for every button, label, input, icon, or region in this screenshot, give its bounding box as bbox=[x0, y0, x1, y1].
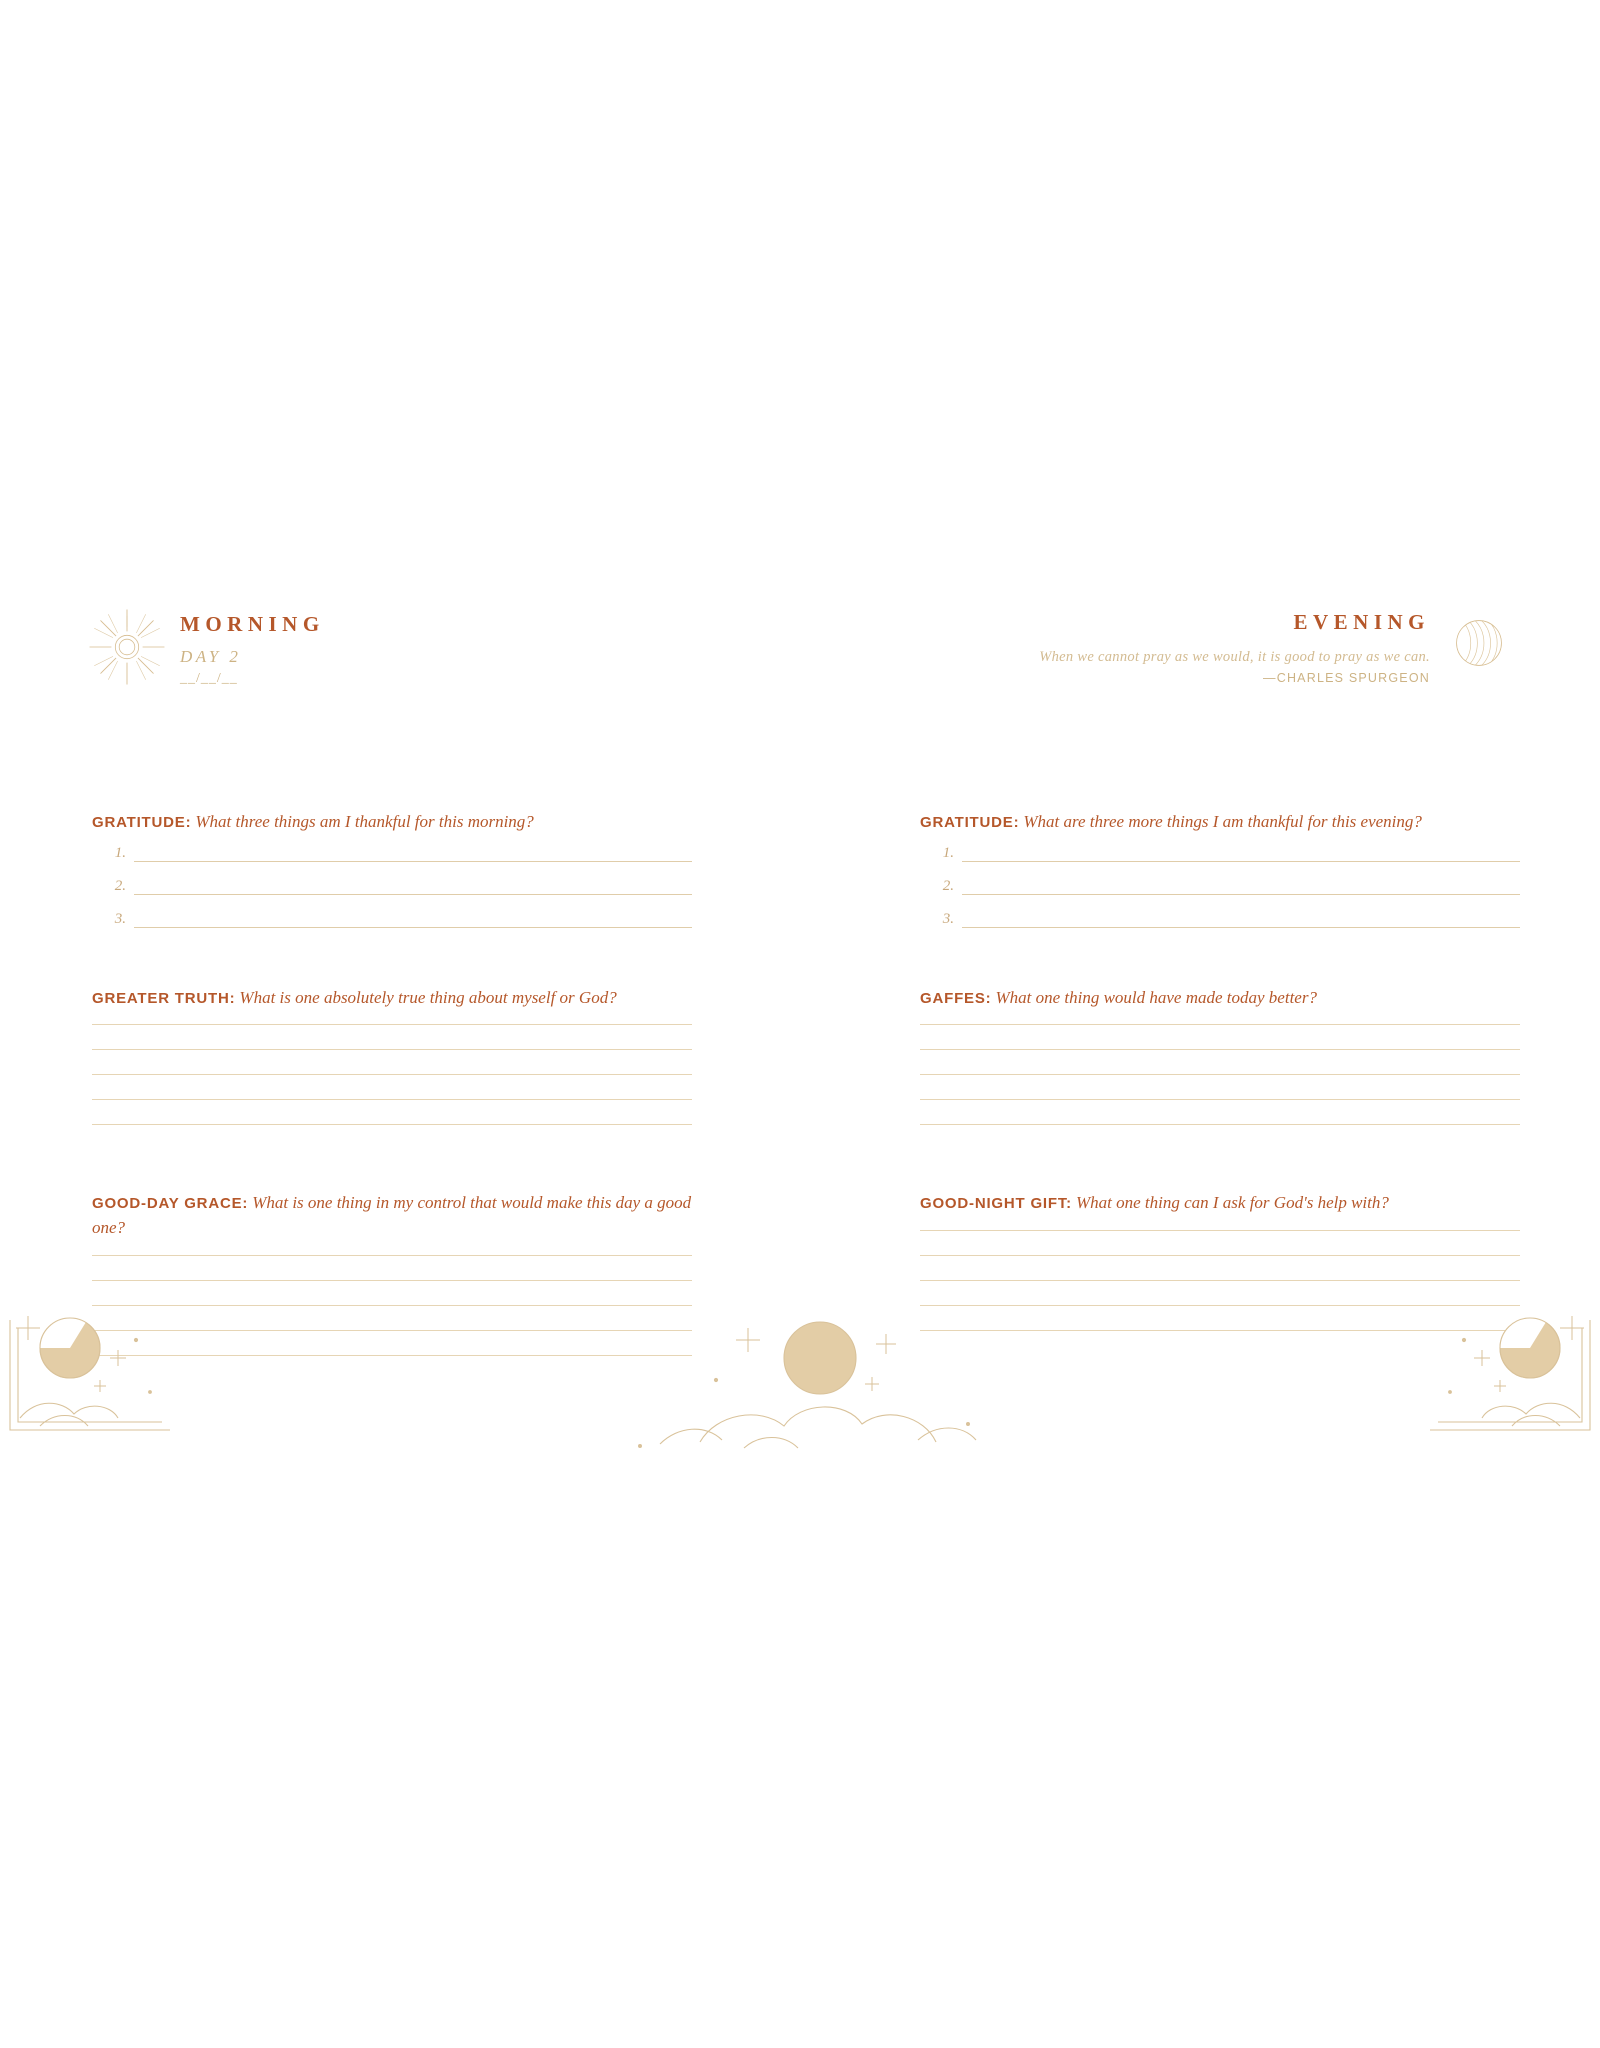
good-night-gift-block bbox=[920, 1191, 1520, 1331]
evening-gratitude-lead: GRATITUDE: bbox=[920, 814, 1020, 831]
morning-header-text bbox=[180, 600, 325, 687]
gaffes-block bbox=[920, 986, 1520, 1126]
gaffes-question: What one thing would have made today better? bbox=[995, 987, 1317, 1007]
write-line[interactable] bbox=[92, 1124, 692, 1125]
evening-header bbox=[1039, 600, 1512, 685]
write-line[interactable] bbox=[962, 927, 1520, 928]
good-day-grace-block bbox=[92, 1191, 692, 1355]
good-night-gift-lead: GOOD-NIGHT GIFT: bbox=[920, 1195, 1072, 1213]
write-line[interactable] bbox=[920, 1124, 1520, 1125]
write-line[interactable] bbox=[920, 1230, 1520, 1231]
good-night-gift-question: What one thing can I ask for God's help with? bbox=[1075, 1193, 1389, 1213]
write-line[interactable] bbox=[920, 1049, 1520, 1050]
write-line[interactable] bbox=[962, 894, 1520, 895]
write-line[interactable] bbox=[92, 1355, 692, 1356]
write-line[interactable] bbox=[92, 1099, 692, 1100]
evening-quote: When we cannot pray as we would, it is good to pray as we can. bbox=[1039, 649, 1430, 665]
write-line[interactable] bbox=[962, 861, 1520, 862]
evening-gratitude-question: What are three more things I am thankful for this evening? bbox=[1023, 812, 1422, 831]
morning-gratitude-lead: GRATITUDE: bbox=[92, 814, 192, 831]
good-day-grace-prompt bbox=[92, 1191, 692, 1240]
write-line[interactable] bbox=[92, 1024, 692, 1025]
gaffes-lines bbox=[920, 1024, 1520, 1125]
morning-gratitude-question: What three things am I thankful for this morning? bbox=[195, 812, 534, 831]
list-item[interactable] bbox=[920, 878, 1520, 895]
write-line[interactable] bbox=[134, 894, 692, 895]
write-line[interactable] bbox=[92, 1280, 692, 1281]
day-label: DAY 2 bbox=[180, 647, 242, 666]
good-night-gift-prompt bbox=[920, 1191, 1520, 1216]
write-line[interactable] bbox=[134, 861, 692, 862]
morning-gratitude-list bbox=[92, 845, 692, 928]
greater-truth-question: What is one absolutely true thing about myself or God? bbox=[239, 987, 617, 1007]
evening-quote-attribution: —CHARLES SPURGEON bbox=[1263, 671, 1430, 685]
greater-truth-lead: GREATER TRUTH: bbox=[92, 989, 236, 1007]
gaffes-prompt bbox=[920, 986, 1520, 1011]
gaffes-lead: GAFFES: bbox=[920, 989, 992, 1007]
morning-column bbox=[92, 810, 692, 1380]
good-day-grace-lines bbox=[92, 1255, 692, 1356]
greater-truth-block bbox=[92, 986, 692, 1126]
evening-gratitude-prompt bbox=[920, 810, 1520, 835]
write-line[interactable] bbox=[920, 1305, 1520, 1306]
list-number: 2. bbox=[942, 877, 954, 894]
greater-truth-prompt bbox=[92, 986, 692, 1011]
evening-gratitude-block bbox=[920, 810, 1520, 928]
evening-gratitude-list bbox=[920, 845, 1520, 928]
spacer bbox=[920, 1149, 1520, 1191]
spacer bbox=[92, 944, 692, 986]
page-header bbox=[0, 600, 1600, 720]
write-line[interactable] bbox=[92, 1049, 692, 1050]
list-item[interactable] bbox=[92, 878, 692, 895]
spacer bbox=[920, 944, 1520, 986]
morning-gratitude-block bbox=[92, 810, 692, 928]
list-item[interactable] bbox=[92, 845, 692, 862]
list-item[interactable] bbox=[92, 911, 692, 928]
evening-header-text bbox=[1039, 600, 1430, 685]
write-line[interactable] bbox=[92, 1074, 692, 1075]
greater-truth-lines bbox=[92, 1024, 692, 1125]
write-line[interactable] bbox=[920, 1099, 1520, 1100]
write-line[interactable] bbox=[920, 1280, 1520, 1281]
write-line[interactable] bbox=[134, 927, 692, 928]
moon-icon bbox=[1446, 610, 1512, 676]
spacer bbox=[92, 1149, 692, 1191]
evening-title: EVENING bbox=[1293, 610, 1430, 634]
good-night-gift-lines bbox=[920, 1230, 1520, 1331]
list-number: 1. bbox=[114, 844, 126, 861]
write-line[interactable] bbox=[920, 1255, 1520, 1256]
good-day-grace-lead: GOOD-DAY GRACE: bbox=[92, 1195, 249, 1213]
list-number: 1. bbox=[942, 844, 954, 861]
list-number: 3. bbox=[942, 910, 954, 927]
write-line[interactable] bbox=[920, 1330, 1520, 1331]
list-item[interactable] bbox=[920, 845, 1520, 862]
write-line[interactable] bbox=[920, 1074, 1520, 1075]
write-line[interactable] bbox=[92, 1305, 692, 1306]
list-item[interactable] bbox=[920, 911, 1520, 928]
list-number: 2. bbox=[114, 877, 126, 894]
write-line[interactable] bbox=[92, 1255, 692, 1256]
morning-header bbox=[88, 600, 325, 687]
write-line[interactable] bbox=[920, 1024, 1520, 1025]
sun-icon bbox=[88, 608, 166, 686]
morning-gratitude-prompt bbox=[92, 810, 692, 835]
date-field[interactable]: __/__/__ bbox=[180, 671, 238, 686]
write-line[interactable] bbox=[92, 1330, 692, 1331]
good-day-grace-question: What is one thing in my control that would make this day a good one? bbox=[92, 1193, 692, 1237]
evening-column bbox=[920, 810, 1520, 1355]
list-number: 3. bbox=[114, 910, 126, 927]
morning-title: MORNING bbox=[180, 612, 325, 636]
